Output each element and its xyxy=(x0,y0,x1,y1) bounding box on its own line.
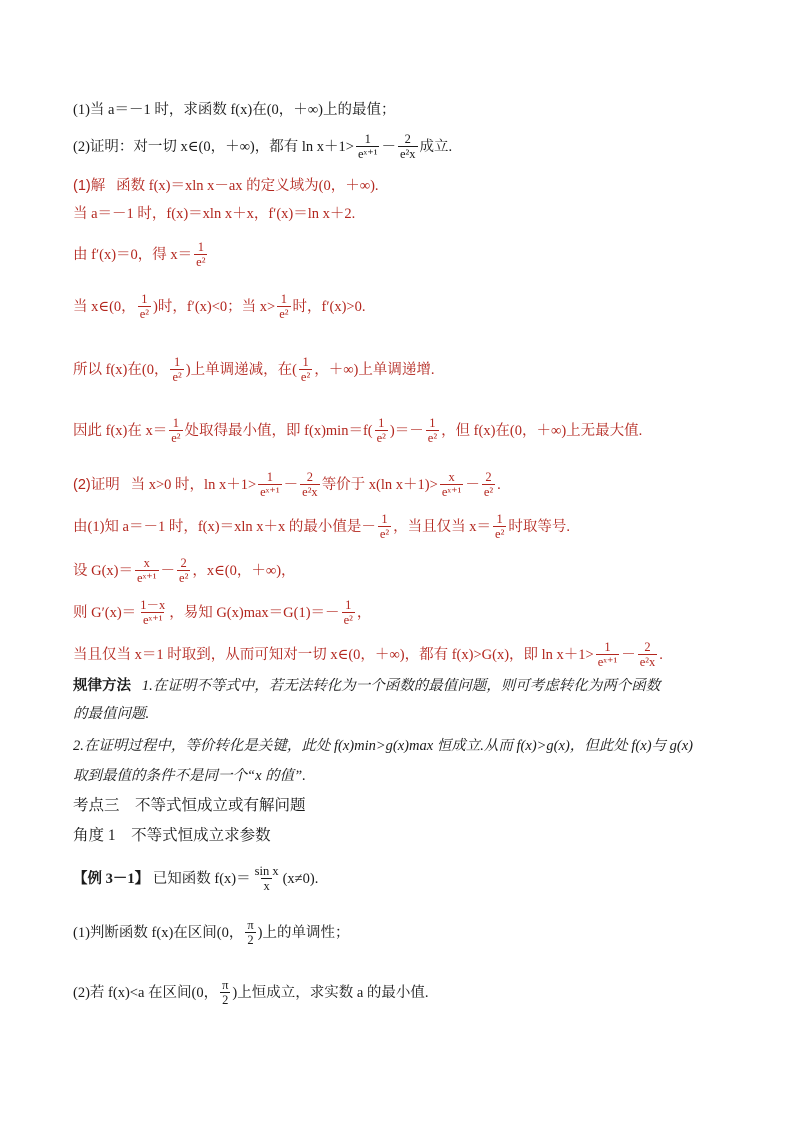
fraction: $\frac{1}{\text{eˣ⁺¹}}$ xyxy=(357,132,378,161)
fraction: $\frac{1}{\text{eˣ⁺¹}}$ xyxy=(597,640,618,669)
fraction: $\frac{1}{\text{eˣ⁺¹}}$ xyxy=(260,470,280,499)
solution-1: (1)解 函数 f(x)＝xln x－ax 的定义域为(0，＋∞). xyxy=(73,178,379,194)
fraction: $\frac{x}{\text{eˣ⁺¹}}$ xyxy=(137,556,157,585)
solution-6: 因此 f(x)在 x＝ $\frac{1}{\text{e²}}$ 处取得最小值，即 f(x)min＝f( $\frac{1}{\text{e²}}$ )＝－ $\frac{1}{\text{e²}}$ ，但 f(x)在(0，＋∞)上无最大值. xyxy=(73,416,643,445)
method-line-2b: 取到最值的条件不是同一个“x 的值”. xyxy=(73,768,306,784)
fraction: $\frac{2}{\text{e²x}}$ xyxy=(399,132,416,161)
fraction: $\frac{2}{\text{e²x}}$ xyxy=(639,640,656,669)
solution-7: (2)证明 当 x>0 时，ln x＋1> $\frac{1}{\text{eˣ⁺¹}}$ － $\frac{2}{\text{e²x}}$ 等价于 x(ln x＋1)> $\frac{x}{\text{eˣ⁺¹}}$ － $\frac{2}{\text{e²}}$ . xyxy=(73,470,501,499)
fraction: $\frac{\pi}{2}$ xyxy=(247,918,254,947)
fraction: $\frac{2}{\text{e²}}$ xyxy=(179,556,189,585)
fraction: $\frac{1}{\text{e²}}$ xyxy=(376,416,386,445)
fraction: $\frac{1}{\text{e²}}$ xyxy=(139,292,149,321)
example-part-1: (1)判断函数 f(x)在区间(0， $\frac{\pi}{2}$ )上的单调性； xyxy=(73,918,350,947)
fraction: $\frac{1}{\text{e²}}$ xyxy=(172,355,182,384)
solution-4: 当 x∈(0， $\frac{1}{\text{e²}}$ )时，f′(x)<0；当 x> $\frac{1}{\text{e²}}$ 时，f′(x)>0. xyxy=(73,292,366,321)
fraction: $\frac{\text{sin x}}{x}$ xyxy=(254,864,279,893)
section-heading: 考点三 不等式恒成立或有解问题 xyxy=(73,797,306,814)
solution-2: 当 a＝－1 时，f(x)＝xln x＋x，f′(x)＝ln x＋2. xyxy=(73,206,356,222)
method-line-1: 规律方法 1.在证明不等式中，若无法转化为一个函数的最值问题，则可考虑转化为两个函数 xyxy=(73,678,661,694)
subsection-heading: 角度 1 不等式恒成立求参数 xyxy=(73,827,271,844)
fraction: $\frac{2}{\text{e²x}}$ xyxy=(302,470,318,499)
fraction: $\frac{1-x}{\text{eˣ⁺¹}}$ xyxy=(140,598,166,627)
solution-3: 由 f′(x)＝0，得 x＝ $\frac{1}{\text{e²}}$ xyxy=(73,240,206,269)
example-part-2: (2)若 f(x)<a 在区间(0， $\frac{\pi}{2}$ )上恒成立，求实数 a 的最小值. xyxy=(73,978,429,1007)
fraction: $\frac{1}{\text{e²}}$ xyxy=(196,240,206,269)
example-tag: 【例 3－1】 xyxy=(73,870,150,887)
solution-9: 设 G(x)＝ $\frac{x}{\text{eˣ⁺¹}}$ － $\frac{2}{\text{e²}}$ ，x∈(0，＋∞)， xyxy=(73,556,296,585)
fraction: $\frac{1}{\text{e²}}$ xyxy=(495,512,505,541)
fraction: $\frac{1}{\text{e²}}$ xyxy=(427,416,438,445)
fraction: $\frac{1}{\text{e²}}$ xyxy=(300,355,311,384)
question-2: (2)证明：对一切 x∈(0，＋∞)，都有 ln x＋1> $\frac{1}{\text{eˣ⁺¹}}$ － $\frac{2}{\text{e²x}}$ 成立. xyxy=(73,132,453,161)
solution-11: 当且仅当 x＝1 时取到，从而可知对一切 x∈(0，＋∞)，都有 f(x)>G(x)，即 ln x＋1> $\frac{1}{\text{eˣ⁺¹}}$ － $\frac{2}{\text{e²x}}$ . xyxy=(73,640,663,669)
example-3-1: 【例 3－1】 已知函数 f(x)＝ $\frac{\text{sin x}}{x}$ (x≠0). xyxy=(73,864,319,893)
method-line-1b: 的最值问题. xyxy=(73,706,150,722)
fraction: $\frac{1}{\text{e²}}$ xyxy=(343,598,353,627)
fraction: $\frac{\pi}{2}$ xyxy=(222,978,229,1007)
fraction: $\frac{1}{\text{e²}}$ xyxy=(171,416,181,445)
fraction: $\frac{1}{\text{e²}}$ xyxy=(379,512,390,541)
fraction: $\frac{2}{\text{e²}}$ xyxy=(483,470,494,499)
solution-5: 所以 f(x)在(0， $\frac{1}{\text{e²}}$ )上单调递减，在( $\frac{1}{\text{e²}}$ ，＋∞)上单调递增. xyxy=(73,355,435,384)
question-1: (1)当 a＝－1 时，求函数 f(x)在(0，＋∞)上的最值； xyxy=(73,102,396,118)
method-line-2: 2.在证明过程中，等价转化是关键，此处 f(x)min>g(x)max 恒成立.从而 f(x)>g(x)，但此处 f(x)与 g(x) xyxy=(73,738,693,754)
fraction: $\frac{1}{\text{e²}}$ xyxy=(279,292,289,321)
solution-10: 则 G′(x)＝ $\frac{1-x}{\text{eˣ⁺¹}}$ ，易知 G(x)max＝G(1)＝－ $\frac{1}{\text{e²}}$ ， xyxy=(73,598,372,627)
solution-8: 由(1)知 a＝－1 时，f(x)＝xln x＋x 的最小值是－ $\frac{1}{\text{e²}}$ ，当且仅当 x＝ $\frac{1}{\text{e²}}$ 时取等号. xyxy=(73,512,570,541)
method-title: 规律方法 xyxy=(73,678,131,694)
fraction: $\frac{x}{\text{eˣ⁺¹}}$ xyxy=(441,470,462,499)
